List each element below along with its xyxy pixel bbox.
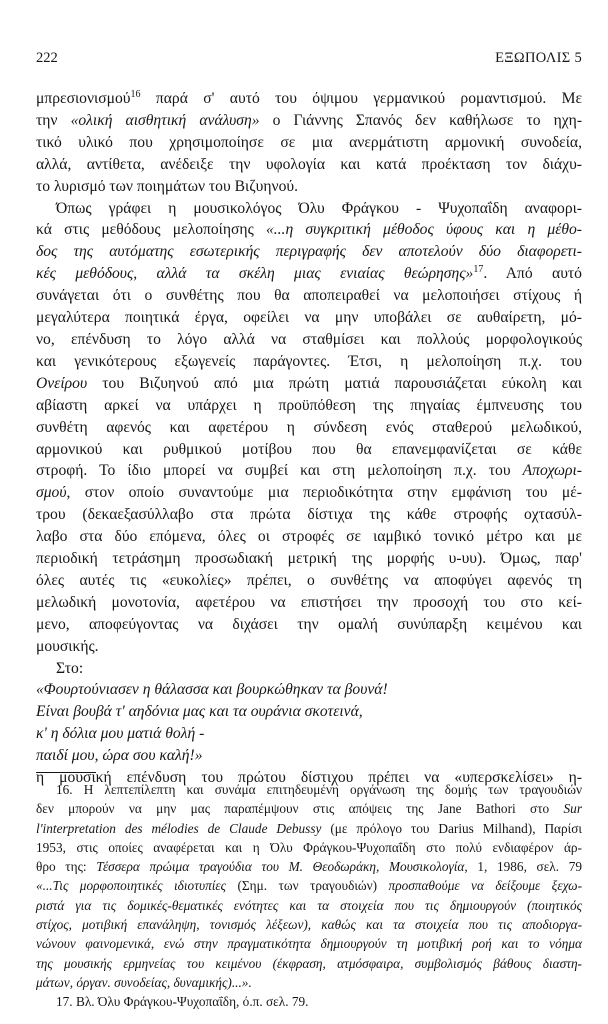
text-line: κά στις μεθόδους μελοποίησης «...η συγκριτική μέθοδος ύφους και η μέθο- (36, 221, 582, 239)
footnote-line: «...Τις μορφοποιητικές ιδιοτυπίες (Σημ. των τραγουδιών) προσπαθούμε να δείξουμε ξεχω- (36, 878, 582, 894)
text-line: περιοδική τετράσημη προσωδιακή μετρική της μορφής υ-υυ). Όμως, παρ' (36, 550, 582, 568)
text-line: μπρεσιονισμού$^{16}$ παρά σ' αυτό του όψιμου γερμανικού ρομαντισμού. Με (36, 88, 582, 107)
verse-line: «Φουρτούνιασεν η θάλασσα και βουρκώθηκαν τα βουνά! (36, 681, 388, 699)
footnote-ref-16: 16 (130, 88, 141, 100)
running-header (36, 50, 582, 70)
page-number: 222 (36, 50, 58, 66)
text-line: μελωδική μονοτονία, αφετέρου να επιστήσει την προσοχή του στο κεί- (36, 593, 582, 611)
text-line: αβίαστη αρκεί να υπάρχει η προϋπόθεση της πηγαίας έμπνευσης του (36, 396, 582, 414)
footnote-line: 16. Η λεπτεπίλεπτη και συνάμα επιτηδευμένη οργάνωση της δομής των τραγουδιών (56, 782, 582, 797)
text-line: κές μεθόδους, αλλά τα σκέλη μιας ενιαίας θεώρησης»$^{17}$. Από αυτό (36, 264, 582, 283)
closing-line: η μουσική επένδυση του πρώτου δίστιχου πρέπει να «υπερσκελίσει» η- (36, 769, 582, 787)
book-page (36, 0, 582, 1024)
footnote-line: στίχος, μοτιβική επανάληψη, τονισμός λέξεων), καθώς και τα στοιχεία που τις αποδιοργα- (36, 917, 582, 933)
text-line: στροφή. Το ίδιο μπορεί να συμβεί και στη μελοποίηση π.χ. του Αποχωρι- (36, 462, 582, 480)
text-line: αλλά, αντίθετα, ανέδειξε την υφολογία και κατά προέκταση τον διάχυ- (36, 155, 582, 173)
text-line: μουσικής. (36, 637, 99, 655)
text-line: σμού, στον οποίο συναντούμε μια περιοδικότητα στην εμφάνιση του μέ- (36, 484, 582, 502)
text-line: όλες αυτές τις «ευκολίες» πρέπει, ο συνθέτης να αποφύγει αφενός τη (36, 571, 582, 589)
text-line: μενο, αποφεύγοντας να διχάσει την ομαλή συνύπαρξη κειμένου και (36, 615, 582, 633)
footnote-17: 17. Βλ. Όλυ Φράγκου-Ψυχοπαΐδη, ό.π. σελ. 79. (56, 994, 309, 1010)
text-line: συνθέτη αφενός και αφετέρου η σύνδεση ενός σταθερού μελωδικού, (36, 418, 582, 436)
text-line: και γενικότερους εξωγενείς παράγοντες. Έτσι, η μελοποίηση π.χ. του (36, 352, 582, 370)
footnote-line: μάτων, όργαν. συνοδείας, δυναμικής)...». (36, 974, 252, 990)
text-line: λαβο στα δύο επόμενα, όλες οι στροφές σε ιαμβικό τονικό μέτρο και με (36, 528, 582, 546)
text-line: συνάγεται ότι ο συνθέτης που θα αποπειραθεί να μελοποιήσει στίχους ή (36, 287, 582, 305)
text-line: τικό υλικό που χρησιμοποίησε σε μια ανερμάτιστη αρμονική συνοδεία, (36, 133, 582, 151)
footnote-line: θρο της: Τέσσερα πρώιμα τραγούδια του Μ. Θεοδωράκη, Μουσικολογία, 1, 1986, σελ. 79 (36, 859, 582, 875)
main-text (36, 88, 582, 789)
text-line: την «ολική αισθητική ανάλυση» ο Γιάννης Σπανός δεν καθήλωσε το ηχη- (36, 111, 583, 129)
footnote-line: δεν μπορούν να μην μας παραπέμψουν στις απόψεις της Jane Bathori στο Sur (36, 801, 582, 817)
verse-line: κ' η δόλια μου ματιά θολή - (36, 725, 205, 743)
text-line: δος της αυτόματης εσωτερικής περιγραφής δεν αποτελούν δύο διαφορετι- (36, 243, 582, 261)
text-line: το λυρισμό των ποιημάτων του Βιζυηνού. (36, 177, 298, 195)
footnotes (36, 780, 582, 1012)
text-line: Όπως γράφει η μουσικολόγος Όλυ Φράγκου - Ψυχοπαΐδη αναφορι- (56, 199, 582, 217)
text-line: μεγαλύτερα ποιητικά έργα, οφείλει να μην υποβάλει σε αυθαίρετη, μό- (36, 309, 582, 327)
footnote-line: 1953, στις οποίες αναφέρεται και η Όλυ Φράγκου-Ψυχοπαΐδη στο πολύ ενδιαφέρον άρ- (36, 839, 582, 855)
footnote-line: νώνουν φαινομενικά, ενώ στην πραγματικότητα δημιουργούν τη μοτιβική ροή και το νόημα (36, 936, 582, 952)
footnote-line: ριστά για τις δομικές-θεματικές ενότητες και τα στοιχεία που τις δημιουργούν (ποιητικός (36, 897, 582, 913)
verse-line: Είναι βουβά τ' αηδόνια μας και τα ουράνια σκοτεινά, (36, 703, 363, 721)
text-line: νο, επένδυση το λόγο αλλά να σταθμίσει και πολλούς μορφολογικούς (36, 330, 582, 348)
footnote-line: της μουσικής ερμηνείας του κειμένου (έκφραση, ατμόσφαιρα, συμβολισμός βάθους διαστη- (36, 955, 582, 971)
text-line: Ονείρου του Βιζυηνού από μια πρώτη ματιά παρουσιάζεται εύκολη και (36, 374, 582, 392)
verse-line: παιδί μου, ώρα σου καλή!» (36, 747, 203, 765)
footnote-separator (36, 772, 96, 773)
text-line: τρου (δεκαεξασύλλαβο στα πρώτα δίστιχα της κάθε στροφής οχτασύλ- (36, 506, 582, 524)
footnote-ref-17: 17 (473, 264, 484, 276)
journal-title: ΕΞΩΠΟΛΙΣ 5 (495, 50, 582, 66)
stanza-intro: Στο: (56, 659, 84, 677)
footnote-line: l'interpretation des mélodies de Claude Debussy (με πρόλογο του Darius Milhand), Παρίσι (36, 820, 582, 836)
text-line: αρμονικού και ρυθμικού μοτίβου που θα επανεμφανίζεται σε κάθε (36, 440, 582, 458)
